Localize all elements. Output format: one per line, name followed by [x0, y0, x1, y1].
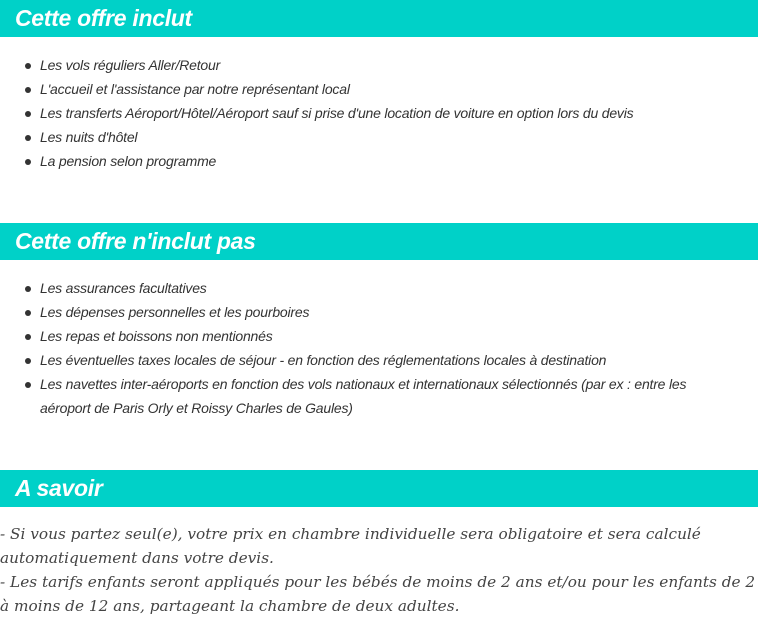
- bullet-icon: [25, 310, 31, 316]
- list-item: [0, 348, 740, 372]
- not-included-list: [0, 276, 740, 420]
- bullet-icon: [25, 63, 31, 69]
- note-single-traveler: - Si vous partez seul(e), votre prix en chambre individuelle sera obligatoire et sera calculé automatiquement dans votre devis.: [0, 525, 701, 567]
- list-item: [0, 149, 740, 173]
- list-item-text: Les navettes inter-aéroports en fonction des vols nationaux et internationaux sélectionnés (par ex : entre les aéroport de Paris Orly et Roissy Charles de Gaules): [40, 376, 687, 416]
- list-item: [0, 125, 740, 149]
- bullet-icon: [25, 334, 31, 340]
- list-item: [0, 324, 740, 348]
- list-item: [0, 101, 740, 125]
- list-item-text: Les transferts Aéroport/Hôtel/Aéroport sauf si prise d'une location de voiture en option lors du devis: [40, 105, 634, 121]
- section-header-not-included: Cette offre n'inclut pas: [0, 223, 758, 260]
- bullet-icon: [25, 135, 31, 141]
- list-item-text: Les dépenses personnelles et les pourboires: [40, 304, 310, 320]
- list-item-text: Les assurances facultatives: [40, 280, 207, 296]
- list-item: [0, 372, 740, 420]
- bullet-icon: [25, 111, 31, 117]
- list-item: [0, 276, 740, 300]
- list-item-text: Les éventuelles taxes locales de séjour - en fonction des réglementations locales à destination: [40, 352, 607, 368]
- bullet-icon: [25, 87, 31, 93]
- section-header-included: Cette offre inclut: [0, 0, 758, 37]
- note-child-rates: - Les tarifs enfants seront appliqués pour les bébés de moins de 2 ans et/ou pour les enfants de 2 à moins de 12 ans, partageant la chambre de deux adultes.: [0, 573, 756, 615]
- section-header-a-savoir: A savoir: [0, 470, 758, 507]
- list-item: [0, 53, 740, 77]
- list-item-text: L'accueil et l'assistance par notre représentant local: [40, 81, 350, 97]
- list-item-text: Les repas et boissons non mentionnés: [40, 328, 273, 344]
- bullet-icon: [25, 358, 31, 364]
- a-savoir-notes: [0, 522, 758, 618]
- list-item: [0, 300, 740, 324]
- list-item-text: Les vols réguliers Aller/Retour: [40, 57, 221, 73]
- bullet-icon: [25, 382, 31, 388]
- list-item: [0, 77, 740, 101]
- bullet-icon: [25, 159, 31, 165]
- included-list: [0, 53, 740, 173]
- list-item-text: La pension selon programme: [40, 153, 217, 169]
- bullet-icon: [25, 286, 31, 292]
- list-item-text: Les nuits d'hôtel: [40, 129, 138, 145]
